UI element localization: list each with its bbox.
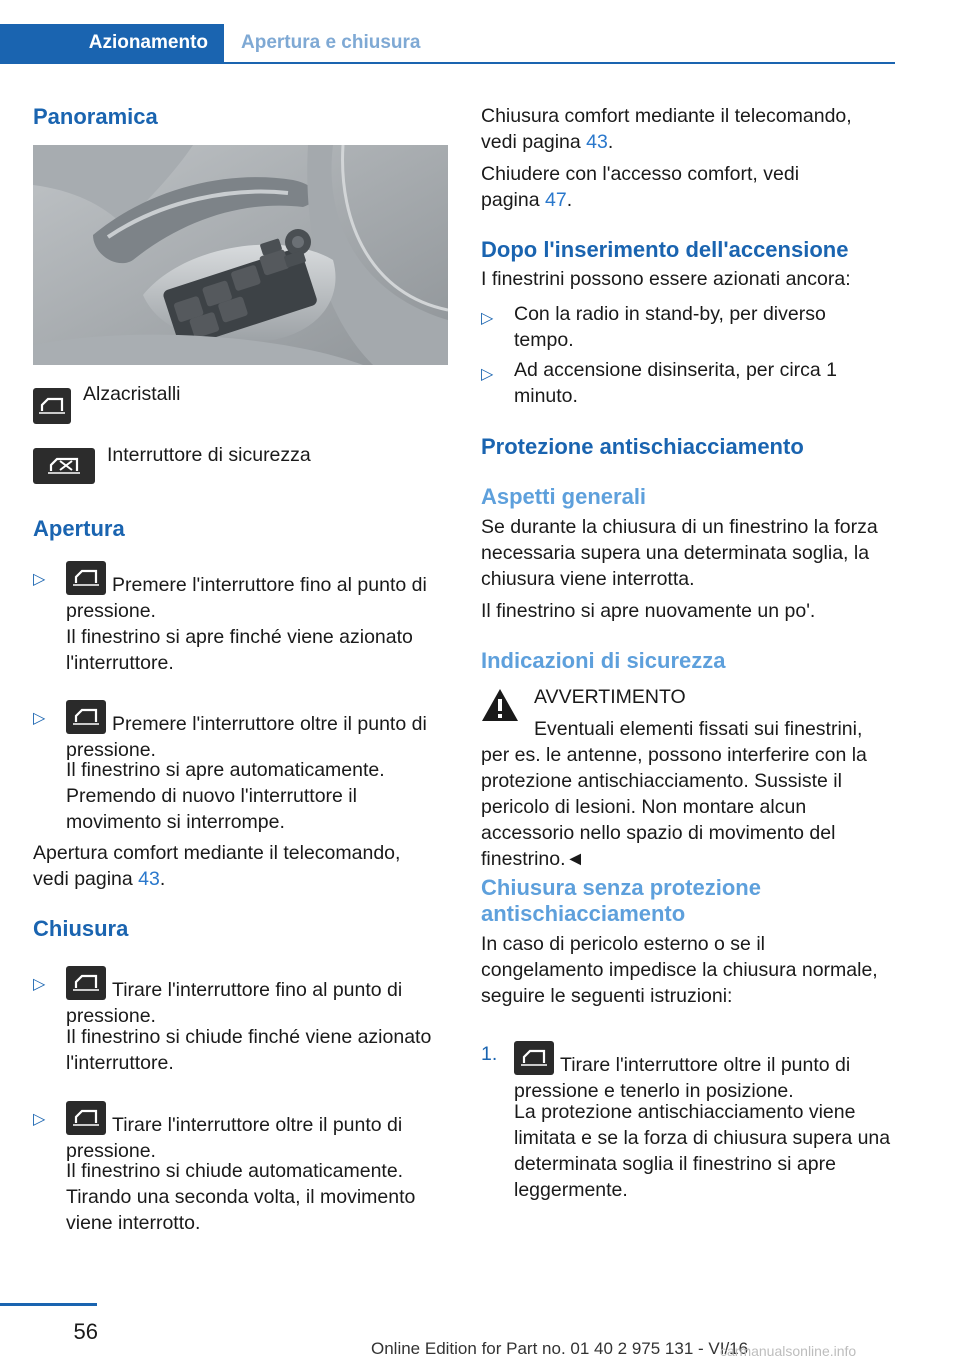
window-icon xyxy=(514,1041,554,1075)
opening-step-1: Premere l'interruttore fino al punto di pressione. xyxy=(66,574,427,622)
bullet-marker: ▷ xyxy=(481,310,494,327)
page-link[interactable]: 43 xyxy=(138,868,160,890)
watermark: carmanualsonline.info xyxy=(720,1343,857,1359)
window-icon xyxy=(66,1101,106,1135)
edition-text: Online Edition for Part no. 01 40 2 975 131 - VI/16 xyxy=(371,1339,749,1358)
list-item xyxy=(66,1101,448,1164)
closing-step-2-sub: Il finestrino si chiude automaticamente. Tirando una seconda volta, il movimento viene interrotto. xyxy=(66,1160,416,1234)
safety-title: Indicazioni di sicurezza xyxy=(481,648,726,673)
closing-step-2: Tirare l'interruttore oltre il punto di pressione. xyxy=(66,1114,403,1162)
subsection-tab[interactable]: Apertura e chiusura xyxy=(241,32,421,53)
legend-label-window: Alzacristalli xyxy=(83,383,181,405)
page-header xyxy=(0,24,895,64)
footer-rule xyxy=(0,1303,97,1306)
list-item: Con la radio in stand-by, per diverso tempo. xyxy=(514,303,826,351)
window-icon xyxy=(66,966,106,1000)
page-link[interactable]: 43 xyxy=(586,131,608,153)
section-tab[interactable]: Azionamento xyxy=(0,24,224,62)
bullet-marker: ▷ xyxy=(33,710,46,727)
comfort-closing-text: Chiusura comfort mediante il telecomando, vedi pagina 43. xyxy=(481,105,852,153)
opening-step-1-sub: Il finestrino si apre finché viene azionato l'interruttore. xyxy=(66,626,413,674)
closing-step-1: Tirare l'interruttore fino al punto di pressione. xyxy=(66,979,403,1027)
window-icon xyxy=(66,561,106,595)
no-pinch-intro: In caso di pericolo esterno o se il congelamento impedisce la chiusura normale, seguire le seguenti istruzioni: xyxy=(481,933,878,1007)
warning-label: AVVERTIMENTO xyxy=(534,686,686,708)
door-panel-image xyxy=(33,145,448,365)
closing-title: Chiusura xyxy=(33,916,129,941)
list-item xyxy=(66,561,448,624)
window-icon xyxy=(66,700,106,734)
after-ignition-title: Dopo l'inserimento dell'accensione xyxy=(481,237,849,262)
step-number: 1. xyxy=(481,1043,498,1065)
general-text: Se durante la chiusura di un finestrino la forza necessaria supera una determinata soglia, la chiusura viene interrotta. xyxy=(481,516,878,590)
list-item: Ad accensione disinserita, per circa 1 minuto. xyxy=(514,359,837,407)
page-link[interactable]: 47 xyxy=(544,189,567,211)
list-item xyxy=(66,700,448,763)
no-pinch-title: Chiusura senza protezione antischiacciamento xyxy=(481,875,761,926)
no-pinch-step-sub: La protezione antischiacciamento viene limitata e se la forza di chiusura supera una determinata soglia il finestrino si apre leggermente. xyxy=(514,1101,891,1201)
window-lock-icon xyxy=(33,448,95,484)
no-pinch-step: Tirare l'interruttore oltre il punto di pressione e tenerlo in posizione. xyxy=(514,1054,851,1102)
overview-title: Panoramica xyxy=(33,104,158,129)
window-icon xyxy=(33,388,71,424)
bullet-marker: ▷ xyxy=(33,976,46,993)
after-ignition-intro: I finestrini possono essere azionati ancora: xyxy=(481,268,851,290)
warning-text: Eventuali elementi fissati sui finestrini, per es. le antenne, possono interferire con la protezione antischiacciamento. Sussiste il pericolo di lesioni. Non montare alcun accessorio nello spazio di movimento del finestrino.◄ xyxy=(481,718,867,870)
bullet-marker: ▷ xyxy=(33,1111,46,1128)
bullet-marker: ▷ xyxy=(481,366,494,383)
opening-step-2: Premere l'interruttore oltre il punto di pressione. xyxy=(66,713,427,761)
legend-label-lock: Interruttore di sicurezza xyxy=(107,444,311,466)
closing-step-1-sub: Il finestrino si chiude finché viene azionato l'interruttore. xyxy=(66,1026,432,1074)
comfort-access-text: Chiudere con l'accesso comfort, vedi pagina 47. xyxy=(481,163,800,211)
comfort-opening-text: Apertura comfort mediante il telecomando, vedi pagina 43. xyxy=(33,842,401,890)
bullet-marker: ▷ xyxy=(33,571,46,588)
list-item xyxy=(514,1041,884,1104)
general-text-2: Il finestrino si apre nuovamente un po'. xyxy=(481,600,816,622)
page-number: 56 xyxy=(73,1319,98,1344)
general-title: Aspetti generali xyxy=(481,484,647,509)
list-item xyxy=(66,966,448,1029)
opening-title: Apertura xyxy=(33,516,125,541)
pinch-title: Protezione antischiacciamento xyxy=(481,434,804,459)
opening-step-2-sub: Il finestrino si apre automaticamente. Premendo di nuovo l'interruttore il movimento si interrompe. xyxy=(66,759,385,833)
